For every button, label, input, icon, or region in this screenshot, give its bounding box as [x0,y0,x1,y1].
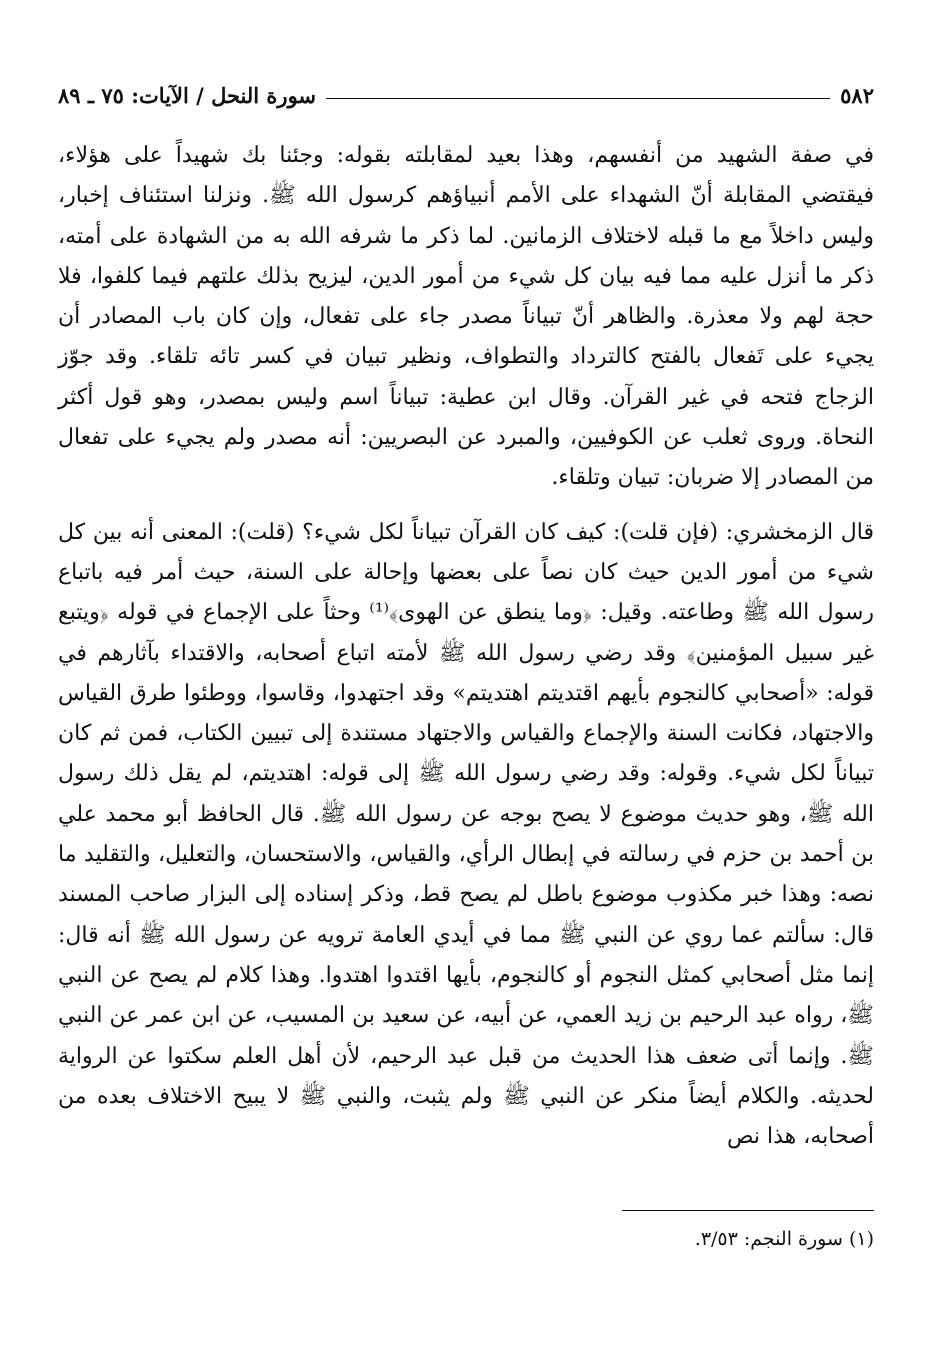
page-header [58,68,874,108]
page-number: ٥٨٢ [840,83,874,108]
paragraph: في صفة الشهيد من أنفسهم، وهذا بعيد لمقابلته بقوله: وجئنا بك شهيداً على هؤلاء، فيقتضي المقابلة أنّ الشهداء على الأمم أنبياؤهم كرسول الله ﷺ. ونزلنا استئناف إخبار، وليس داخلاً مع ما قبله لاختلاف الزمانين. لما ذكر ما شرفه الله به من الشهادة على أمته، ذكر ما أنزل عليه مما فيه بيان كل شيء من أمور الدين، ليزيح بذلك علتهم فيما كلفوا، فلا حجة لهم ولا معذرة. والظاهر أنّ تبياناً مصدر جاء على تفعال، وإن كان باب المصادر أن يجيء على تَفعال بالفتح كالترداد والتطواف، ونظير تبيان في كسر تائه تلقاء. وقد جوّز الزجاج فتحه في غير القرآن. وقال ابن عطية: تبياناً اسم وليس بمصدر، وهو قول أكثر النحاة. وروى ثعلب عن الكوفيين، والمبرد عن البصريين: أنه مصدر ولم يجيء على تفعال من المصادر إلا ضربان: تبيان وتلقاء. [58,143,874,491]
paragraph: قال الزمخشري: (فإن قلت): كيف كان القرآن تبياناً لكل شيء؟ (قلت): المعنى أنه بين كل شيء من أمور الدين حيث كان نصاً على بعضها وإحالة على السنة، حيث أمر فيه باتباع رسول الله ﷺ وطاعته. وقيل: ﴿وما ينطق عن الهوى﴾⁽¹⁾ وحثاً على الإجماع في قوله ﴿ويتبع غير سبيل المؤمنين﴾ وقد رضي رسول الله ﷺ لأمته اتباع أصحابه، والاقتداء بآثارهم في قوله: «أصحابي كالنجوم بأيهم اقتديتم اهتديتم» وقد اجتهدوا، وقاسوا، ووطئوا طرق القياس والاجتهاد، فكانت السنة والإجماع والقياس والاجتهاد مستندة إلى تبيين الكتاب، فمن ثم كان تبياناً لكل شيء. وقوله: وقد رضي رسول الله ﷺ إلى قوله: اهتديتم، لم يقل ذلك رسول الله ﷺ، وهو حديث موضوع لا يصح بوجه عن رسول الله ﷺ. قال الحافظ أبو محمد علي بن أحمد بن حزم في رسالته في إبطال الرأي، والقياس، والاستحسان، والتعليل، والتقليد ما نصه: وهذا خبر مكذوب موضوع باطل لم يصح قط، وذكر إسناده إلى البزار صاحب المسند قال: سألتم عما روي عن النبي ﷺ مما في أيدي العامة ترويه عن رسول الله ﷺ أنه قال: إنما مثل أصحابي كمثل النجوم أو كالنجوم، بأيها اقتدوا اهتدوا. وهذا كلام لم يصح عن النبي ﷺ، رواه عبد الرحيم بن زيد العمي، عن أبيه، عن سعيد بن المسيب، عن ابن عمر عن النبي ﷺ. وإنما أتى ضعف هذا الحديث من قبل عبد الرحيم، لأن أهل العلم سكتوا عن الرواية لحديثه. والكلام أيضاً منكر عن النبي ﷺ ولم يثبت، والنبي ﷺ لا يبيح الاختلاف بعده من أصحابه، هذا نص [58,519,874,1150]
book-page [58,68,874,1250]
main-text [58,136,874,1157]
running-title: سورة النحل / الآيات: ٧٥ ـ ٨٩ [58,83,317,108]
footnote-rule [622,1210,874,1211]
footnote: (١) سورة النجم: ٣/٥٣. [694,1228,874,1250]
header-rule [326,98,830,99]
